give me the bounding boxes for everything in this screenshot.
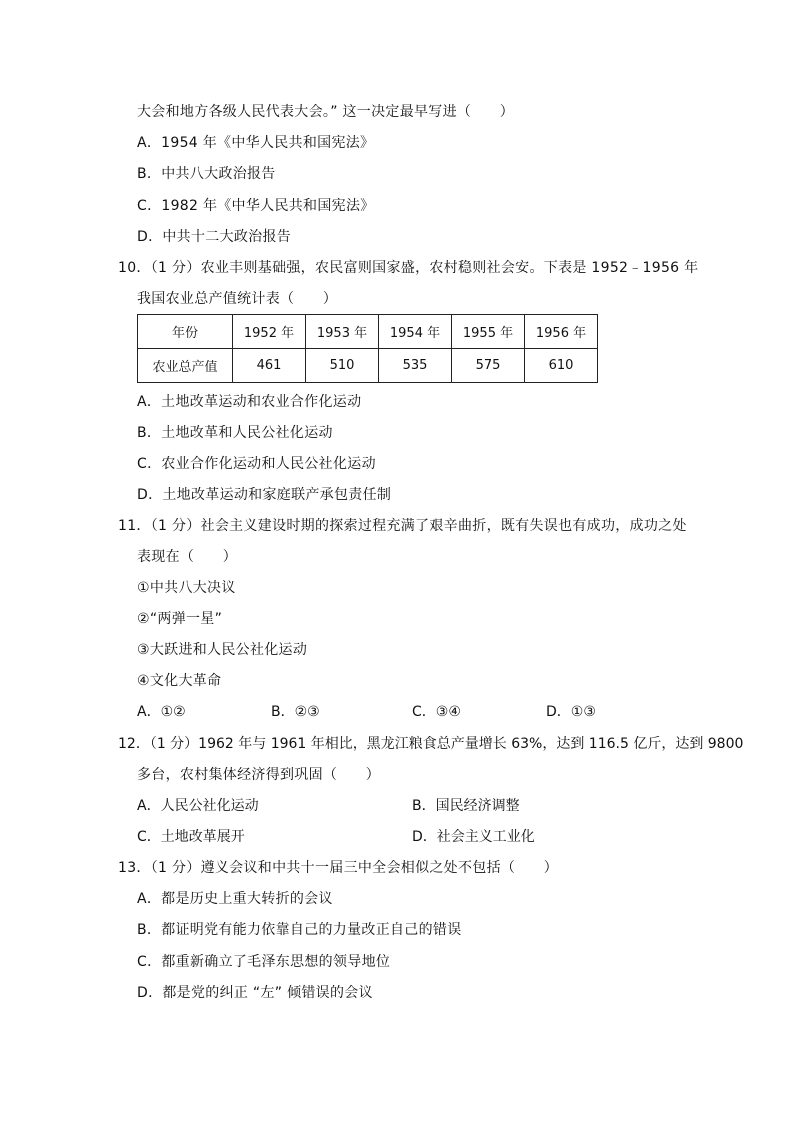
table-row-values (138, 349, 598, 383)
q9-option-d[interactable]: D．中共十二大政治报告 (137, 229, 292, 245)
table-row-years (138, 315, 598, 349)
q10-option-b[interactable]: B．土地改革和人民公社化运动 (137, 425, 333, 441)
table-cell-value: 510 (306, 349, 379, 383)
table-cell-year: 1953 年 (306, 315, 379, 349)
q11-option-a[interactable]: A．①② (137, 704, 186, 720)
table-cell-year: 1952 年 (233, 315, 306, 349)
q11-item-2: ②“两弹一星” (137, 611, 223, 627)
q11-item-1: ①中共八大决议 (137, 580, 236, 596)
table-cell-value: 575 (452, 349, 525, 383)
q12-option-d[interactable]: D．社会主义工业化 (412, 829, 535, 845)
q10-stem-line1: 10．（1 分）农业丰则基础强，农民富则国家盛，农村稳则社会安。下表是 1952﹣1956 年 (118, 260, 699, 276)
table-cell-value: 610 (525, 349, 598, 383)
q11-option-d[interactable]: D．①③ (546, 704, 596, 720)
table-header-year: 年份 (138, 315, 233, 349)
q9-text-tail: 大会和地方各级人民代表大会。” 这一决定最早写进（ ） (137, 104, 515, 120)
q10-stem-line2: 我国农业总产值统计表（ ） (137, 291, 338, 307)
q13-option-d[interactable]: D．都是党的纠正 “左” 倾错误的会议 (137, 985, 373, 1001)
table-cell-value: 535 (379, 349, 452, 383)
q13-option-c[interactable]: C．都重新确立了毛泽东思想的领导地位 (137, 954, 391, 970)
q12-option-a[interactable]: A．人民公社化运动 (137, 798, 259, 814)
q12-stem-line1: 12．（1 分）1962 年与 1961 年相比，黑龙江粮食总产量增长 63%，达到 116.5 亿斤，达到 9800 (118, 736, 744, 752)
q11-item-3: ③大跃进和人民公社化运动 (137, 642, 308, 658)
q12-option-b[interactable]: B．国民经济调整 (412, 798, 520, 814)
q10-option-d[interactable]: D．土地改革运动和家庭联产承包责任制 (137, 487, 392, 503)
q11-option-b[interactable]: B．②③ (271, 704, 320, 720)
q10-option-c[interactable]: C．农业合作化运动和人民公社化运动 (137, 456, 376, 472)
q9-option-b[interactable]: B．中共八大政治报告 (137, 166, 276, 182)
q11-stem-line1: 11．（1 分）社会主义建设时期的探索过程充满了艰辛曲折，既有失误也有成功，成功之处 (118, 518, 687, 534)
table-header-output: 农业总产值 (138, 349, 233, 383)
q11-item-4: ④文化大革命 (137, 673, 222, 689)
table-cell-year: 1954 年 (379, 315, 452, 349)
table-cell-year: 1955 年 (452, 315, 525, 349)
table-cell-value: 461 (233, 349, 306, 383)
agri-output-table (137, 314, 598, 383)
q11-option-c[interactable]: C．③④ (412, 704, 461, 720)
q12-option-c[interactable]: C．土地改革展开 (137, 829, 245, 845)
q11-stem-line2: 表现在（ ） (137, 549, 238, 565)
q13-option-a[interactable]: A．都是历史上重大转折的会议 (137, 891, 333, 907)
q10-option-a[interactable]: A．土地改革运动和农业合作化运动 (137, 394, 362, 410)
q13-stem: 13．（1 分）遵义会议和中共十一届三中全会相似之处不包括（ ） (118, 860, 559, 876)
q9-option-a[interactable]: A．1954 年《中华人民共和国宪法》 (137, 135, 375, 151)
table-cell-year: 1956 年 (525, 315, 598, 349)
q13-option-b[interactable]: B．都证明党有能力依靠自己的力量改正自己的错误 (137, 922, 462, 938)
q12-stem-line2: 多台，农村集体经济得到巩固（ ） (137, 767, 381, 783)
q9-option-c[interactable]: C．1982 年《中华人民共和国宪法》 (137, 198, 375, 214)
